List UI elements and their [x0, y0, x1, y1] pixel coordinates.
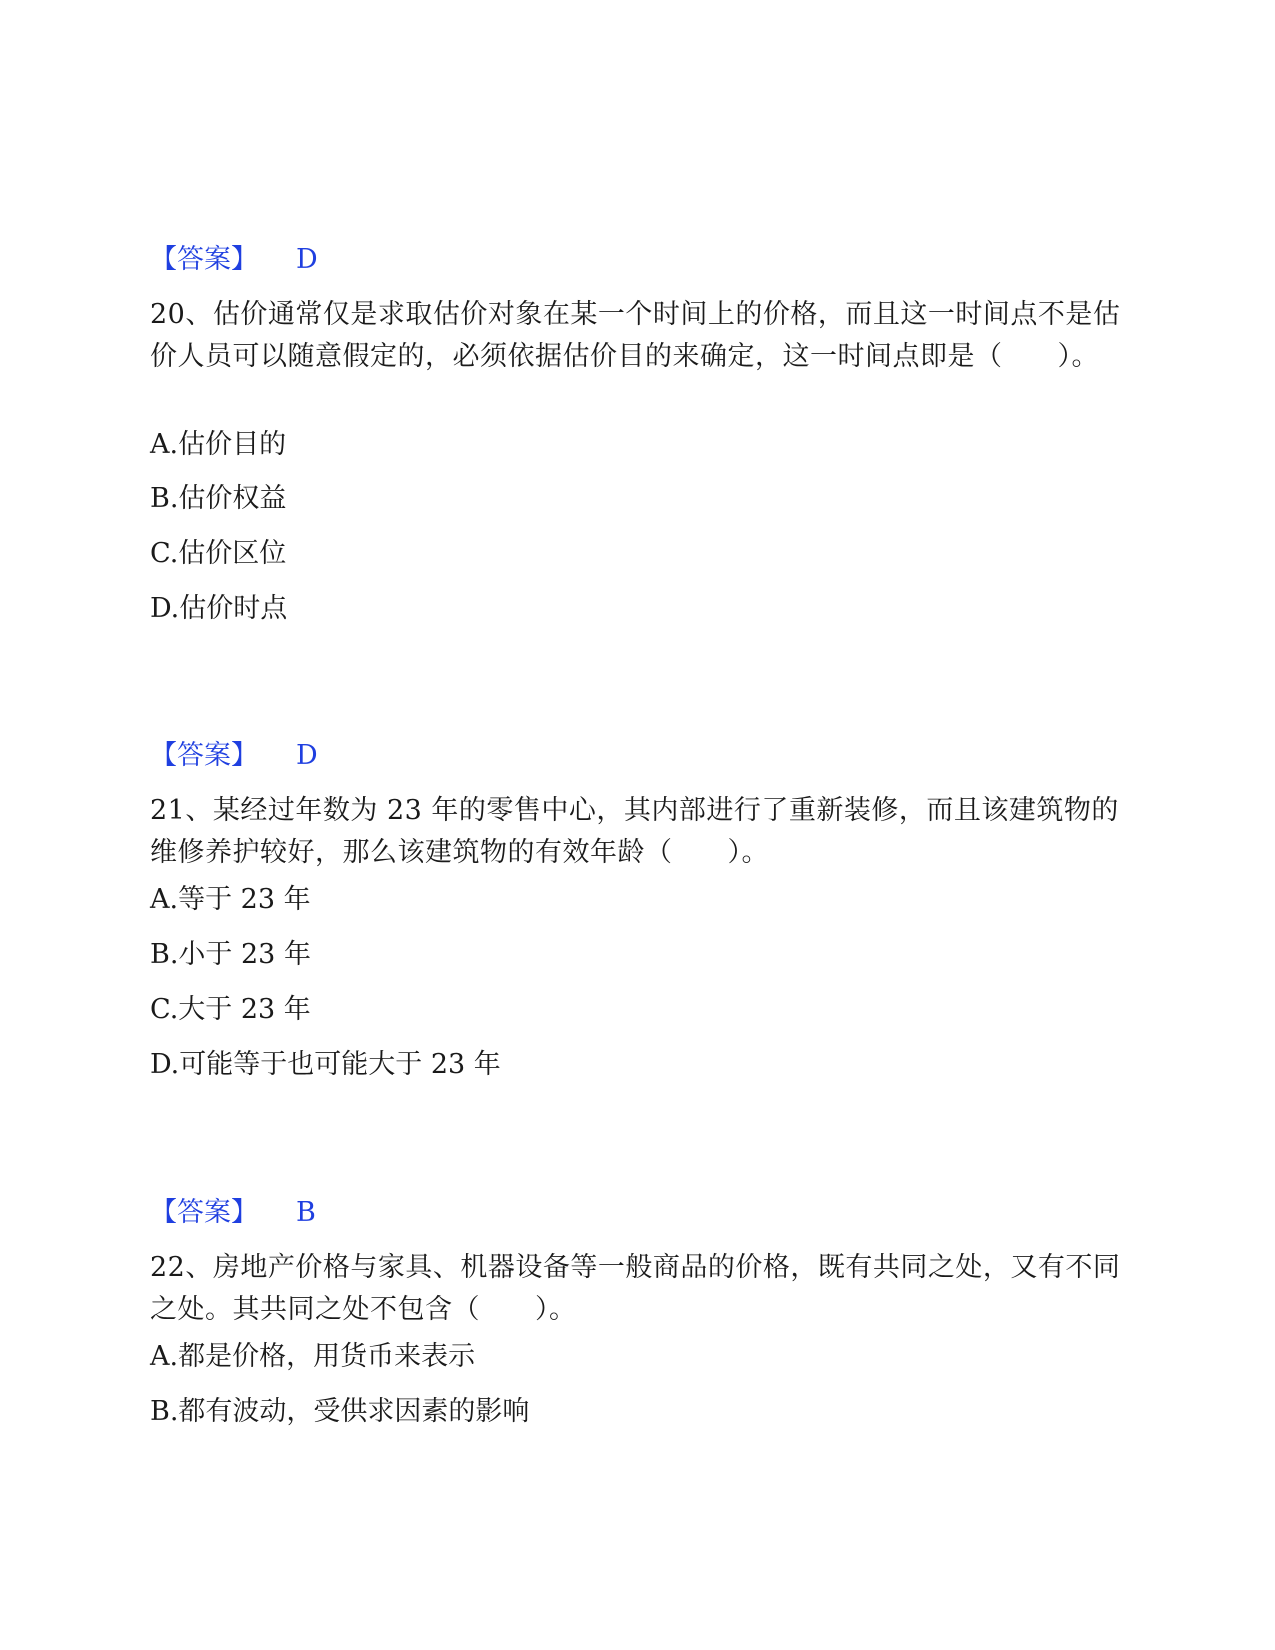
option-d: D.估价时点: [150, 593, 288, 624]
answer-value: B: [296, 1197, 316, 1228]
question-text: 22、房地产价格与家具、机器设备等一般商品的价格，既有共同之处，又有不同之处。其共同之处不包含（ ）。: [150, 1252, 1121, 1325]
question-text: 20、估价通常仅是求取估价对象在某一个时间上的价格，而且这一时间点不是估价人员可以随意假定的，必须依据估价目的来确定，这一时间点即是（ ）。: [150, 299, 1121, 372]
option-a: A.等于 23 年: [150, 884, 311, 915]
option-b: B.估价权益: [150, 483, 287, 514]
option-a: A.估价目的: [150, 429, 287, 460]
answer-label: 【答案】: [150, 244, 258, 275]
question-text: 21、某经过年数为 23 年的零售中心，其内部进行了重新装修，而且该建筑物的维修养护较好，那么该建筑物的有效年龄（ ）。: [150, 795, 1119, 868]
answer-label: 【答案】: [150, 740, 258, 771]
answer-value: D: [296, 244, 318, 275]
answer-value: D: [296, 740, 318, 771]
answer-label: 【答案】: [150, 1197, 258, 1228]
option-a: A.都是价格，用货币来表示: [150, 1341, 476, 1372]
option-d: D.可能等于也可能大于 23 年: [150, 1049, 501, 1080]
answer-line: [150, 1196, 316, 1230]
option-c: C.大于 23 年: [150, 994, 311, 1025]
option-c: C.估价区位: [150, 538, 287, 569]
option-b: B.都有波动，受供求因素的影响: [150, 1396, 530, 1427]
option-b: B.小于 23 年: [150, 939, 311, 970]
answer-line: [150, 739, 318, 773]
answer-line: [150, 243, 318, 277]
